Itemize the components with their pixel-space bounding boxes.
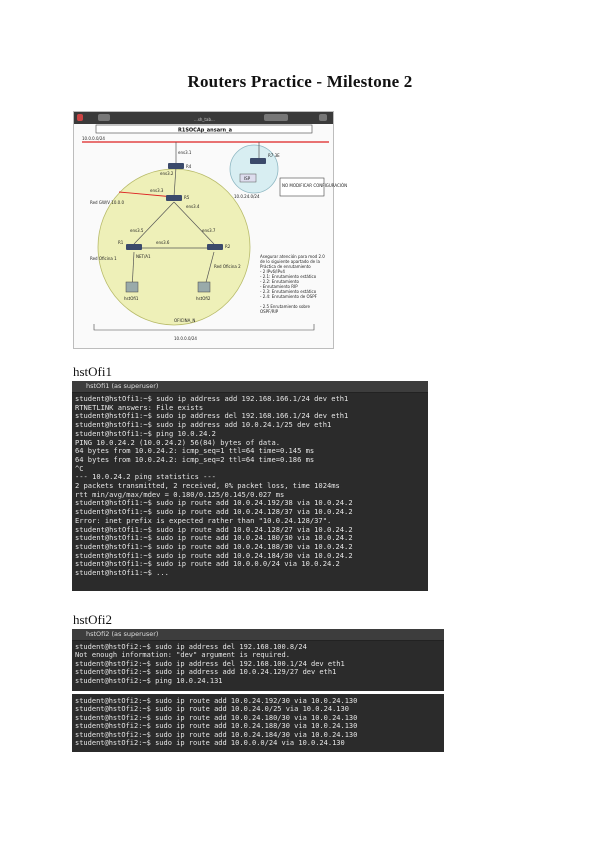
svg-text:OSPF/RIP: OSPF/RIP <box>260 309 279 314</box>
svg-text:Red Oficina 2: Red Oficina 2 <box>214 264 241 269</box>
svg-text:- 2.2: Enrutamiento: - 2.2: Enrutamiento <box>260 279 299 284</box>
terminal-output <box>72 694 444 749</box>
terminal-hstofi2 <box>72 629 444 691</box>
svg-text:R2: R2 <box>225 244 231 249</box>
svg-text:NET/A1: NET/A1 <box>136 254 151 259</box>
svg-text:- 2.5 Enrutamiento sobre: - 2.5 Enrutamiento sobre <box>260 304 310 309</box>
terminal-line: student@hstOfi1:~$ sudo ip route add 10.0.24.180/30 via 10.0.24.2 <box>75 533 353 543</box>
terminal-line: student@hstOfi1:~$ sudo ip route add 10.0.0.0/24 via 10.0.24.2 <box>75 559 340 569</box>
terminal-hstofi2-routes <box>72 694 444 752</box>
svg-text:ens3.3: ens3.3 <box>150 188 164 193</box>
svg-text:OFICINA_N: OFICINA_N <box>174 318 196 323</box>
diagram-window-title: ...sh_tab... <box>194 117 215 122</box>
svg-text:R1: R1 <box>118 240 124 245</box>
terminal-title-bar: hstOfi2 (as superuser) <box>72 629 444 641</box>
terminal-output <box>72 393 428 580</box>
page-title: Routers Practice - Milestone 2 <box>187 72 413 91</box>
svg-text:- 2.4: Enrutamiento de OSPF: - 2.4: Enrutamiento de OSPF <box>260 294 317 299</box>
router-r1-icon <box>126 244 142 250</box>
top-net-label: 10.0.0.0/24 <box>82 136 105 141</box>
terminal-line: student@hstOfi2:~$ sudo ip address add 10.0.24.129/27 dev eth1 <box>75 668 337 677</box>
terminal-line: student@hstOfi2:~$ sudo ip route add 10.0.24.180/30 via 10.0.24.130 <box>75 713 358 722</box>
svg-text:ens3.7: ens3.7 <box>202 228 216 233</box>
section-label-hstofi1: hstOfi1 <box>73 364 112 379</box>
terminal-line: student@hstOfi2:~$ sudo ip address del 192.168.100.1/24 dev eth1 <box>75 659 345 668</box>
svg-text:Red Oficina 1: Red Oficina 1 <box>90 256 117 261</box>
svg-text:Red GW/V 10.0.0: Red GW/V 10.0.0 <box>90 200 125 205</box>
svg-text:- Enrutamiento RIP: - Enrutamiento RIP <box>260 284 298 289</box>
svg-text:ens3.5: ens3.5 <box>130 228 144 233</box>
svg-text:- 2 IPv6/IPv4: - 2 IPv6/IPv4 <box>260 269 285 274</box>
terminal-line: Error: inet prefix is expected rather than "10.0.24.128/37". <box>75 515 332 525</box>
host-ofi2-icon <box>198 282 210 292</box>
terminal-line: --- 10.0.24.2 ping statistics --- <box>75 472 216 482</box>
svg-text:ens3.6: ens3.6 <box>156 240 170 245</box>
terminal-line: student@hstOfi2:~$ sudo ip route add 10.0.24.0/25 via 10.0.24.130 <box>75 705 349 714</box>
terminal-hstofi1 <box>72 381 428 591</box>
terminal-line: student@hstOfi2:~$ sudo ip route add 10.0.24.184/30 via 10.0.24.130 <box>75 730 358 739</box>
terminal-line: 64 bytes from 10.0.24.2: icmp_seq=2 ttl=64 time=0.186 ms <box>75 454 315 464</box>
terminal-line: 2 packets transmitted, 2 received, 0% packet loss, time 1024ms <box>75 481 340 491</box>
svg-text:de lo siguiente apartado de la: de lo siguiente apartado de la <box>260 259 320 264</box>
svg-text:10.0.24.0/24: 10.0.24.0/24 <box>234 194 260 199</box>
svg-text:ens3.2: ens3.2 <box>160 171 174 176</box>
svg-text:- 2.3: Enrutamiento estático: - 2.3: Enrutamiento estático <box>260 289 317 294</box>
terminal-line: student@hstOfi1:~$ ... <box>75 568 169 578</box>
terminal-output <box>72 641 444 687</box>
terminal-line: student@hstOfi1:~$ sudo ip address add 10.0.24.1/25 dev eth1 <box>75 420 332 430</box>
terminal-line: student@hstOfi1:~$ sudo ip address add 192.168.166.1/24 dev eth1 <box>75 394 349 403</box>
terminal-line: ^C <box>75 463 84 473</box>
terminal-line: Not enough information: "dev" argument is required. <box>75 651 290 660</box>
terminal-title-bar: hstOfi1 (as superuser) <box>72 381 428 393</box>
network-diagram <box>74 112 348 348</box>
section-label-hstofi2: hstOfi2 <box>73 612 112 627</box>
terminal-line: student@hstOfi2:~$ ping 10.0.24.131 <box>75 676 223 685</box>
svg-text:ens3.4: ens3.4 <box>186 204 200 209</box>
terminal-line: student@hstOfi1:~$ sudo ip route add 10.0.24.192/38 via 10.0.24.2 <box>75 498 353 508</box>
router-r2-icon <box>207 244 223 250</box>
router-r5-icon <box>166 195 182 201</box>
svg-text:R7 3E: R7 3E <box>268 153 280 158</box>
svg-text:- 2.1: Enrutamiento estático: - 2.1: Enrutamiento estático <box>260 274 317 279</box>
svg-text:ISP: ISP <box>244 176 251 181</box>
svg-text:ens3.1: ens3.1 <box>178 150 192 155</box>
terminal-line: student@hstOfi1:~$ sudo ip address del 192.168.166.1/24 dev eth1 <box>75 411 349 421</box>
terminal-line: student@hstOfi1:~$ ping 10.0.24.2 <box>75 428 216 438</box>
terminal-line: rtt min/avg/max/mdev = 0.180/0.125/0.145/0.027 ms <box>75 489 285 499</box>
terminal-line: student@hstOfi1:~$ sudo ip route add 10.0.24.184/30 via 10.0.24.2 <box>75 550 353 560</box>
terminal-line: student@hstOfi2:~$ sudo ip route add 10.0.24.192/30 via 10.0.24.130 <box>75 697 358 705</box>
svg-text:10.0.0.0/24: 10.0.0.0/24 <box>174 336 197 341</box>
terminal-line: student@hstOfi1:~$ sudo ip route add 10.0.24.128/27 via 10.0.24.2 <box>75 524 353 534</box>
diagram-notes <box>260 254 325 314</box>
svg-text:hstOfi1: hstOfi1 <box>124 296 139 301</box>
terminal-line: student@hstOfi2:~$ sudo ip route add 10.0.0.0/24 via 10.0.24.130 <box>75 739 345 748</box>
svg-text:hstOfi2: hstOfi2 <box>196 296 211 301</box>
svg-text:Asegurar atención para mod 2.0: Asegurar atención para mod 2.0 <box>260 254 325 259</box>
terminal-line: student@hstOfi2:~$ sudo ip route add 10.0.24.188/30 via 10.0.24.130 <box>75 722 358 731</box>
router-isp-icon <box>250 158 266 164</box>
terminal-line: student@hstOfi1:~$ sudo ip route add 10.0.24.128/37 via 10.0.24.2 <box>75 507 353 517</box>
svg-text:R4: R4 <box>186 164 192 169</box>
router-r4-icon <box>168 163 184 169</box>
terminal-line: 64 bytes from 10.0.24.2: icmp_seq=1 ttl=64 time=0.145 ms <box>75 446 315 456</box>
terminal-line: student@hstOfi2:~$ sudo ip address del 192.168.100.8/24 <box>75 643 307 651</box>
network-diagram-screenshot <box>73 111 348 349</box>
diagram-headline: R1SOCAp_ansarn_a <box>178 127 232 134</box>
terminal-line: RTNETLINK answers: File exists <box>75 402 204 412</box>
host-ofi1-icon <box>126 282 138 292</box>
svg-text:R5: R5 <box>184 195 190 200</box>
terminal-line: PING 10.0.24.2 (10.0.24.2) 56(84) bytes of data. <box>75 437 280 447</box>
warning-text: NO MODIFICAR CONFIGURACIÓN <box>282 183 348 188</box>
svg-text:Práctica de enrutamiento: Práctica de enrutamiento <box>260 264 311 269</box>
terminal-line: student@hstOfi1:~$ sudo ip route add 10.0.24.188/30 via 10.0.24.2 <box>75 541 353 551</box>
